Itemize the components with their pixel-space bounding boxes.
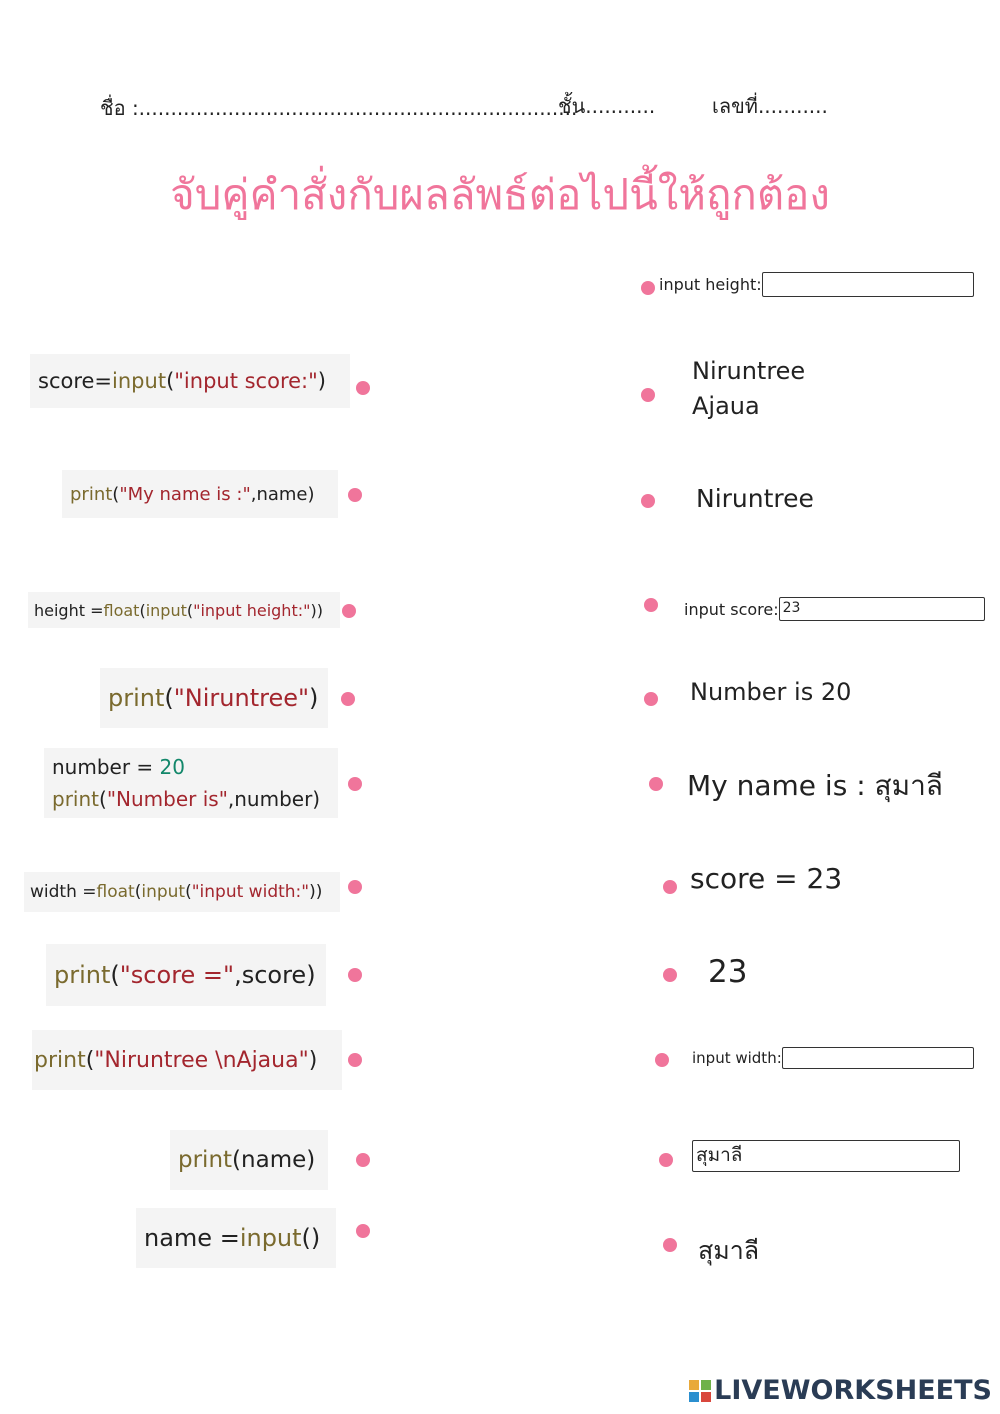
left-dot-7[interactable] [348, 968, 362, 982]
output-score-eq-23: score = 23 [690, 862, 843, 895]
code-snippet-number-print: number = 20 print("Number is",number) [44, 748, 338, 818]
right-dot-1[interactable] [641, 281, 655, 295]
input-height-box [762, 272, 974, 297]
output-line-niruntree: Niruntree [692, 357, 806, 385]
output-input-width [692, 1047, 974, 1069]
class-field-label: ชั้น........... [558, 94, 656, 118]
left-dot-10[interactable] [356, 1224, 370, 1238]
liveworksheets-logo-icon [689, 1380, 711, 1402]
right-dot-11[interactable] [663, 1238, 677, 1252]
output-niruntree: Niruntree [696, 484, 814, 513]
input-score-label: input score: [684, 599, 779, 619]
page-title: จับคู่คำสั่งกับผลลัพธ์ต่อไปนี้ให้ถูกต้อง [170, 170, 830, 219]
right-dot-5[interactable] [644, 692, 658, 706]
left-dot-5[interactable] [348, 777, 362, 791]
output-sumalee: สุมาลี [698, 1236, 760, 1265]
code-snippet-print-niruntree: print("Niruntree") [100, 668, 328, 728]
code-snippet-print-my-name: print("My name is :",name) [62, 470, 338, 518]
output-line-ajaua: Ajaua [692, 392, 760, 420]
output-input-box-sumalee: สุมาลี [692, 1140, 960, 1172]
right-dot-3[interactable] [641, 494, 655, 508]
output-23: 23 [708, 954, 748, 990]
right-dot-2[interactable] [641, 388, 655, 402]
right-dot-8[interactable] [663, 968, 677, 982]
code-snippet-print-name: print(name) [170, 1130, 328, 1190]
output-niruntree-ajaua [692, 354, 805, 424]
name-field-label: ชื่อ :..................................................................... [100, 96, 578, 120]
liveworksheets-logo-text: LIVEWORKSHEETS [714, 1375, 992, 1406]
right-dot-10[interactable] [659, 1153, 673, 1167]
number-field-label: เลขที่........... [712, 94, 828, 118]
code-snippet-score-input: score=input("input score:") [30, 354, 350, 408]
right-dot-7[interactable] [663, 880, 677, 894]
input-height-label: input height: [659, 275, 762, 294]
output-input-height [659, 272, 974, 297]
left-dot-4[interactable] [341, 692, 355, 706]
left-dot-1[interactable] [356, 381, 370, 395]
liveworksheets-logo [689, 1375, 992, 1406]
left-dot-9[interactable] [356, 1153, 370, 1167]
code-snippet-width-float-input: width =float(input("input width:")) [24, 872, 340, 912]
right-dot-9[interactable] [655, 1053, 669, 1067]
input-score-box: 23 [779, 597, 985, 621]
code-snippet-height-float-input: height =float(input("input height:")) [28, 592, 340, 628]
right-dot-6[interactable] [649, 777, 663, 791]
left-dot-8[interactable] [348, 1053, 362, 1067]
left-dot-6[interactable] [348, 880, 362, 894]
right-dot-4[interactable] [644, 598, 658, 612]
input-width-box [782, 1047, 974, 1069]
input-width-label: input width: [692, 1049, 782, 1067]
left-dot-2[interactable] [348, 488, 362, 502]
code-snippet-print-newline: print("Niruntree \nAjaua") [32, 1030, 342, 1090]
output-number-is-20: Number is 20 [690, 678, 852, 706]
output-input-score [684, 597, 985, 621]
code-snippet-print-score: print("score =",score) [46, 944, 326, 1006]
output-my-name-is: My name is : สุมาลี [687, 769, 943, 802]
code-snippet-name-input: name =input() [136, 1208, 336, 1268]
left-dot-3[interactable] [342, 604, 356, 618]
